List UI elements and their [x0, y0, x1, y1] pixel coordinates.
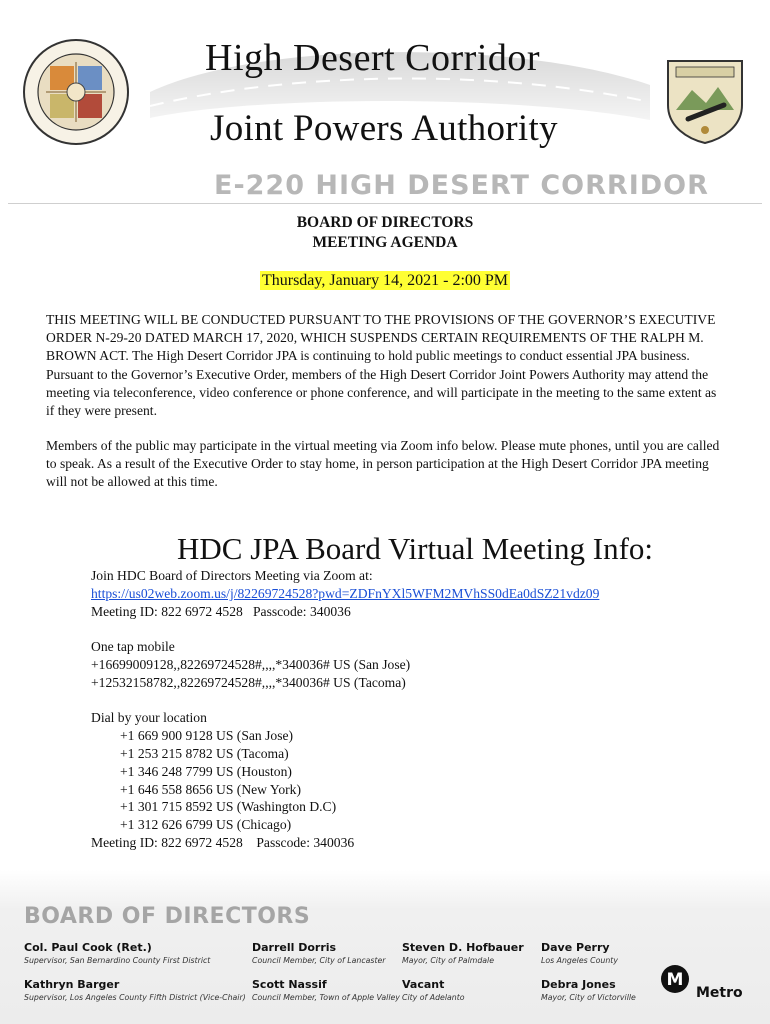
board-member [541, 941, 618, 965]
board-member [402, 941, 524, 965]
meeting-date-text: Thursday, January 14, 2021 - 2:00 PM [261, 272, 509, 289]
member-name: Kathryn Barger [24, 978, 120, 991]
dial-number: +1 346 248 7799 US (Houston) [120, 763, 292, 779]
member-role: Council Member, City of Lancaster [252, 956, 386, 965]
dial-number: +1 646 558 8656 US (New York) [120, 781, 301, 797]
dial-number: +1 301 715 8592 US (Washington D.C) [120, 799, 337, 815]
board-member [402, 978, 465, 1002]
los-angeles-county-seal [22, 38, 130, 146]
san-bernardino-county-seal [662, 55, 748, 145]
dial-number: +1 253 215 8782 US (Tacoma) [120, 745, 289, 761]
agenda-title [0, 213, 770, 253]
zoom-info [91, 567, 599, 852]
dial-number: +1 312 626 6799 US (Chicago) [120, 817, 292, 833]
member-name: Vacant [402, 978, 445, 991]
meeting-id-line-2: Meeting ID: 822 6972 4528 Passcode: 340036 [91, 834, 355, 850]
board-member [252, 978, 400, 1002]
board-member [24, 978, 246, 1002]
meeting-id-line: Meeting ID: 822 6972 4528 Passcode: 340036 [91, 603, 351, 619]
virtual-meeting-heading: HDC JPA Board Virtual Meeting Info: [177, 531, 654, 566]
member-role: Supervisor, San Bernardino County First District [24, 956, 211, 965]
zoom-link[interactable]: https://us02web.zoom.us/j/82269724528?pwd=ZDFnYXl5WFM2MVhSS0dEa0dSZ21vdz09 [91, 585, 600, 601]
metro-logo-icon [660, 964, 690, 994]
agenda-title-line2: MEETING AGENDA [312, 234, 458, 251]
meeting-date [0, 272, 770, 290]
letterhead-title: High Desert Corridor [205, 37, 541, 79]
member-role: Mayor, City of Victorville [541, 993, 636, 1002]
dial-number: +1 669 900 9128 US (San Jose) [120, 728, 294, 744]
member-name: Debra Jones [541, 978, 616, 991]
member-name: Col. Paul Cook (Ret.) [24, 941, 152, 954]
member-role: Supervisor, Los Angeles County Fifth District (Vice-Chair) [24, 993, 246, 1002]
letterhead [0, 0, 770, 205]
metro-logo-letter: M [666, 970, 684, 990]
member-role: Council Member, Town of Apple Valley [252, 993, 400, 1002]
member-role: Mayor, City of Palmdale [402, 956, 495, 965]
agenda-title-line1: BOARD OF DIRECTORS [296, 214, 474, 231]
footer-board-title: BOARD OF DIRECTORS [24, 904, 311, 929]
one-tap-label: One tap mobile [91, 639, 175, 655]
one-tap-number: +12532158782,,82269724528#,,,,*340036# US (Tacoma) [91, 674, 406, 690]
letterhead-subtitle: Joint Powers Authority [210, 108, 558, 149]
member-role: Los Angeles County [541, 956, 618, 965]
member-name: Steven D. Hofbauer [402, 941, 524, 954]
one-tap-number: +16699009128,,82269724528#,,,,*340036# US (San Jose) [91, 656, 411, 672]
public-participation-paragraph: Members of the public may participate in the virtual meeting via Zoom info below. Please mute phones, until you are called to speak. As a result of the Executive Order to stay home, in person participation at the High Desert Corridor JPA meeting will not be allowed at this time. [46, 438, 720, 490]
board-member [541, 978, 636, 1002]
member-role: City of Adelanto [402, 993, 465, 1002]
header-divider [8, 203, 762, 204]
metro-label: Metro [696, 985, 743, 1001]
corridor-banner: E-220 HIGH DESERT CORRIDOR [214, 170, 709, 201]
member-name: Dave Perry [541, 941, 610, 954]
member-name: Scott Nassif [252, 978, 327, 991]
notice-paragraph: THIS MEETING WILL BE CONDUCTED PURSUANT TO THE PROVISIONS OF THE GOVERNOR’S EXECUTIVE ORDER N-29-20 DATED MARCH 17, 2020, WHICH SUSPENDS CERTAIN REQUIREMENTS OF THE RALPH M. BROWN ACT. The High Desert Corridor JPA is continuing to hold public meetings to conduct essential JPA business. Pursuant to the Governor’s Executive Order, members of the High Desert Corridor Joint Powers Authority may attend the meeting via teleconference, video conference or phone conference, and will participate in the meeting to the same extent as if they were present. [46, 312, 717, 419]
dial-label: Dial by your location [91, 710, 207, 726]
member-name: Darrell Dorris [252, 941, 337, 954]
board-member [252, 941, 386, 965]
board-member [24, 941, 210, 965]
zoom-join-text: Join HDC Board of Directors Meeting via Zoom at: [91, 568, 373, 583]
